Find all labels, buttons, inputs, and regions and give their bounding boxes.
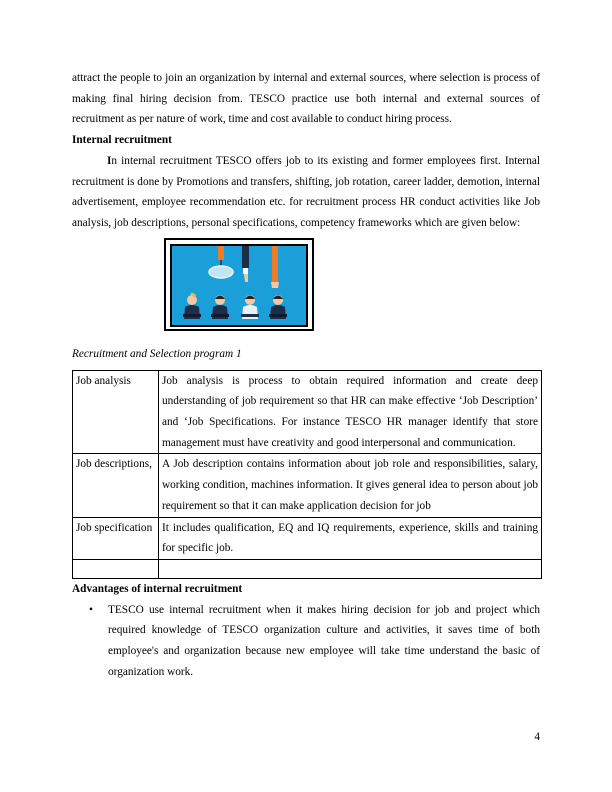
recruitment-figure (164, 238, 314, 331)
page-number: 4 (534, 731, 540, 743)
table-cell-term: Job descriptions, (73, 454, 159, 517)
table-cell-description (159, 559, 542, 578)
table-row (73, 454, 542, 517)
advantages-heading: Advantages of internal recruitment (72, 582, 243, 595)
table-row (73, 370, 542, 454)
internal-recruitment-text: n internal recruitment TESCO offers job to its existing and former employees first. Internal recruitment is done by Promotions and transfers, shifting, job rotation, career ladder, demotion, internal advertisement, employee recommendation etc. for recruitment process HR conduct activities like Job analysis, job descriptions, personal specifications, competency frameworks which are given below: (72, 154, 540, 229)
page-content (72, 68, 540, 682)
table-cell-term (73, 559, 159, 578)
recruitment-activities-table (72, 370, 542, 579)
table-cell-term: Job analysis (73, 370, 159, 454)
figure-frame (164, 238, 314, 331)
bullet-icon: • (89, 603, 93, 616)
recruitment-illustration-svg (172, 246, 306, 325)
table-cell-description: It includes qualification, EQ and IQ requirements, experience, skills and training for specific job. (159, 517, 542, 559)
recruitment-illustration (170, 244, 308, 327)
figure-caption: Recruitment and Selection program 1 (72, 347, 242, 360)
table-row (73, 559, 542, 578)
table-cell-description: Job analysis is process to obtain required information and create deep understanding of job requirement so that HR can make effective ‘Job Description’ and ‘Job Specifications. For instance TESCO HR manager identify that store management must have creativity and good interpersonal and communication. (159, 370, 542, 454)
dropcap-letter: I (107, 154, 112, 167)
intro-paragraph: attract the people to join an organization by internal and external sources, where selection is process of making final hiring decision from. TESCO practice use both internal and external sources of recruitment as per nature of work, time and cost available to conduct hiring process. (72, 72, 540, 126)
internal-recruitment-paragraph (72, 151, 540, 234)
table-cell-description: A Job description contains information about job role and responsibilities, salary, working condition, machines information. It gives general idea to person about job requirement so that it can make application decision for job (159, 454, 542, 517)
table-row (73, 517, 542, 559)
internal-recruitment-heading: Internal recruitment (72, 134, 172, 147)
list-item (89, 600, 540, 683)
advantages-list (72, 600, 540, 683)
table-cell-term: Job specification (73, 517, 159, 559)
list-item-text: TESCO use internal recruitment when it makes hiring decision for job and project which required knowledge of TESCO organization culture and activities, it saves time of both employee's and organization because new employee will take time understand the basic of organization work. (108, 603, 540, 678)
